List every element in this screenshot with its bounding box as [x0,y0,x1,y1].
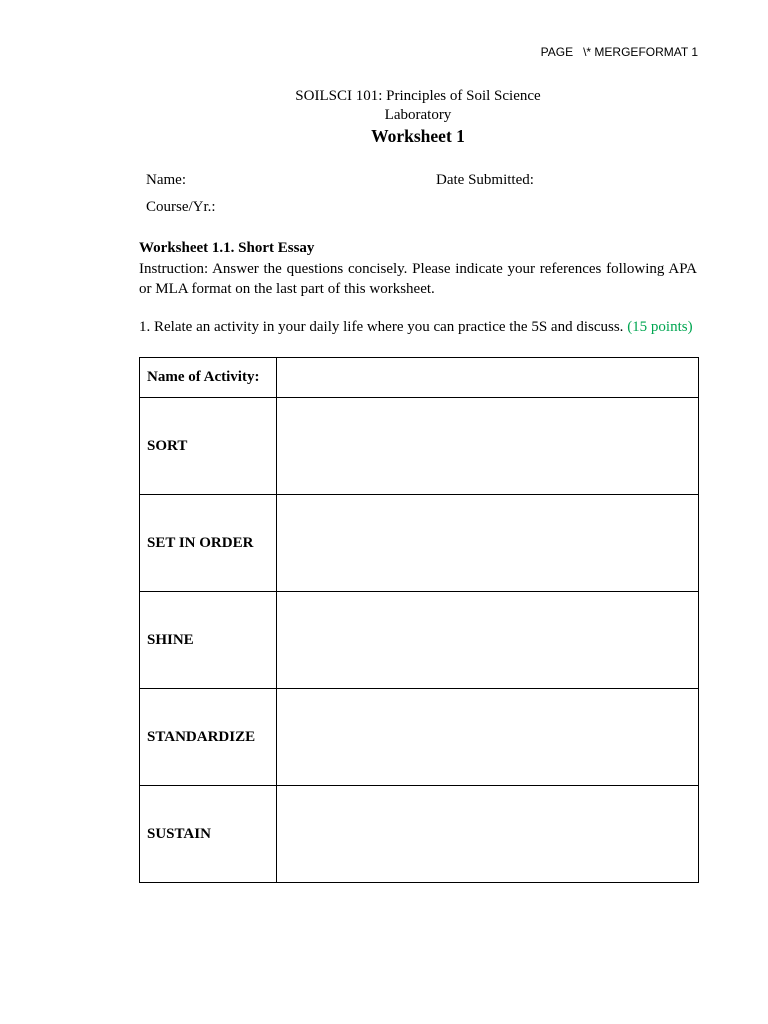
activity-table [139,357,699,883]
table-row [140,398,699,495]
step-label-shine: SHINE [140,592,277,689]
page-number-field: PAGE \* MERGEFORMAT 1 [540,45,698,59]
date-submitted-label: Date Submitted: [436,172,534,188]
table-row [140,786,699,883]
step-label-sort: SORT [140,398,277,495]
question-points: (15 points) [627,319,693,335]
table-row [140,689,699,786]
step-answer-shine[interactable] [277,592,699,689]
table-row [140,495,699,592]
section-heading: Worksheet 1.1. Short Essay [139,240,315,256]
name-label: Name: [146,172,186,188]
step-label-standardize: STANDARDIZE [140,689,277,786]
activity-name-cell[interactable] [277,358,699,398]
activity-name-label: Name of Activity: [140,358,277,398]
course-title [0,87,768,125]
table-row [140,592,699,689]
step-answer-sort[interactable] [277,398,699,495]
question-text: 1. Relate an activity in your daily life where you can practice the 5S and discuss. [139,319,628,335]
step-label-sustain: SUSTAIN [140,786,277,883]
step-label-set-in-order: SET IN ORDER [140,495,277,592]
table-row [140,358,699,398]
worksheet-title: Worksheet 1 [371,126,465,146]
instruction-text: Instruction: Answer the questions concisely. Please indicate your references following APA or MLA format on the last part of this worksheet. [139,261,697,297]
step-answer-set-in-order[interactable] [277,495,699,592]
question-1 [139,317,697,337]
course-title-line1: SOILSCI 101: Principles of Soil Science [295,88,541,104]
step-answer-sustain[interactable] [277,786,699,883]
course-year-label: Course/Yr.: [146,199,216,215]
step-answer-standardize[interactable] [277,689,699,786]
course-title-line2: Laboratory [384,107,452,123]
